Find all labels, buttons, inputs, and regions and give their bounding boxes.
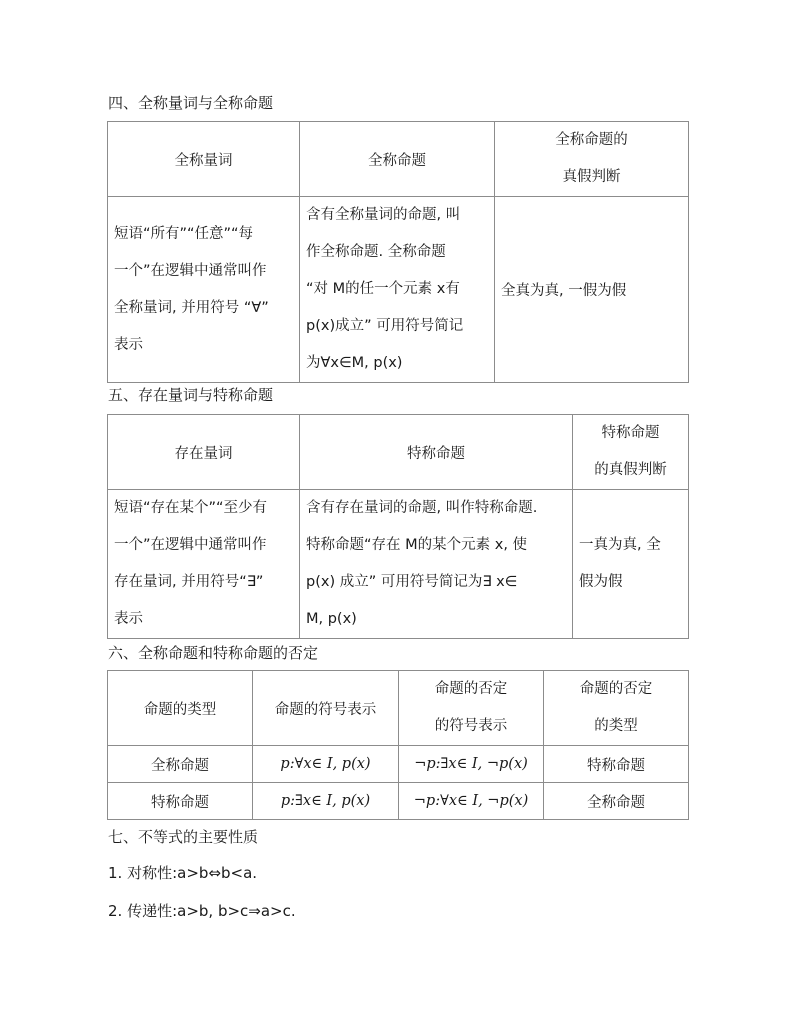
- header-line: 真假判断: [562, 169, 621, 185]
- property-symmetry: 1. 对称性:a>b⇔b<a.: [108, 864, 258, 882]
- text-line: 全称量词, 并用符号 “∀”: [114, 299, 269, 316]
- cell-symbol: p:∀x∈ I, p(x): [253, 746, 399, 783]
- text-line: 特称命题“存在 M的某个元素 x, 使: [306, 537, 528, 553]
- existential-quantifier-table: [107, 414, 689, 639]
- text-line: p(x)成立” 可用符号简记: [306, 318, 464, 334]
- header-universal-proposition: 全称命题: [300, 122, 495, 197]
- text-line: 一个”在逻辑中通常叫作: [114, 537, 267, 553]
- header-truth-judgment: [495, 122, 689, 197]
- header-proposition-type: 命题的类型: [108, 671, 253, 746]
- text-line: 一个”在逻辑中通常叫作: [114, 262, 267, 279]
- header-line: 命题的否定: [434, 681, 508, 697]
- text-line: 表示: [114, 336, 143, 353]
- header-symbol: 命题的符号表示: [253, 671, 399, 746]
- section-7-heading: 七、不等式的主要性质: [108, 828, 259, 846]
- header-line: 特称命题: [601, 425, 660, 441]
- cell-type: 全称命题: [108, 746, 253, 783]
- cell-negation-type: 特称命题: [544, 746, 689, 783]
- text-line: p(x) 成立” 可用符号简记为∃ x∈: [306, 574, 518, 590]
- section-4-heading: 四、全称量词与全称命题: [108, 94, 274, 112]
- header-line: 全称命题的: [555, 132, 628, 148]
- text-line: M, p(x): [306, 611, 357, 627]
- cell-proposition-definition: [300, 490, 573, 639]
- text-line: “对 M的任一个元素 x有: [306, 281, 460, 297]
- text-line: 短语“所有”“任意”“每: [114, 225, 254, 242]
- cell-truth-rule: [573, 490, 689, 639]
- text-line: 含有存在量词的命题, 叫作特称命题.: [306, 500, 538, 516]
- cell-negation-type: 全称命题: [544, 783, 689, 820]
- header-existential-proposition: 特称命题: [300, 415, 573, 490]
- table-row: [108, 783, 689, 820]
- header-universal-quantifier: 全称量词: [108, 122, 300, 197]
- table-row: [108, 746, 689, 783]
- text-line: 存在量词, 并用符号“∃”: [114, 574, 264, 590]
- cell-quantifier-definition: [108, 197, 300, 383]
- negation-table: [107, 670, 689, 820]
- cell-type: 特称命题: [108, 783, 253, 820]
- cell-quantifier-definition: [108, 490, 300, 639]
- header-line: 的真假判断: [594, 462, 667, 478]
- section-6-heading: 六、全称命题和特称命题的否定: [108, 644, 319, 662]
- text-line: 一真为真, 全: [579, 537, 661, 553]
- section-5-heading: 五、存在量词与特称命题: [108, 386, 274, 404]
- text-line: 短语“存在某个”“至少有: [114, 500, 268, 516]
- header-line: 命题的否定: [579, 681, 653, 697]
- universal-quantifier-table: [107, 121, 689, 383]
- cell-negation: ¬p:∃x∈ I, ¬p(x): [399, 746, 544, 783]
- text-line: 表示: [114, 611, 143, 627]
- header-truth-judgment: [573, 415, 689, 490]
- cell-truth-rule: 全真为真, 一假为假: [495, 197, 689, 383]
- property-transitivity: 2. 传递性:a>b, b>c⇒a>c.: [108, 902, 296, 920]
- cell-proposition-definition: [300, 197, 495, 383]
- text-line: 含有全称量词的命题, 叫: [306, 207, 461, 223]
- header-existential-quantifier: 存在量词: [108, 415, 300, 490]
- text-line: 为∀x∈M, p(x): [306, 355, 403, 371]
- text-line: 假为假: [579, 574, 623, 590]
- header-negation-symbol: [399, 671, 544, 746]
- header-negation-type: [544, 671, 689, 746]
- text-line: 作全称命题. 全称命题: [306, 244, 446, 260]
- cell-negation: ¬p:∀x∈ I, ¬p(x): [399, 783, 544, 820]
- header-line: 的类型: [594, 718, 638, 734]
- cell-symbol: p:∃x∈ I, p(x): [253, 783, 399, 820]
- header-line: 的符号表示: [434, 718, 508, 734]
